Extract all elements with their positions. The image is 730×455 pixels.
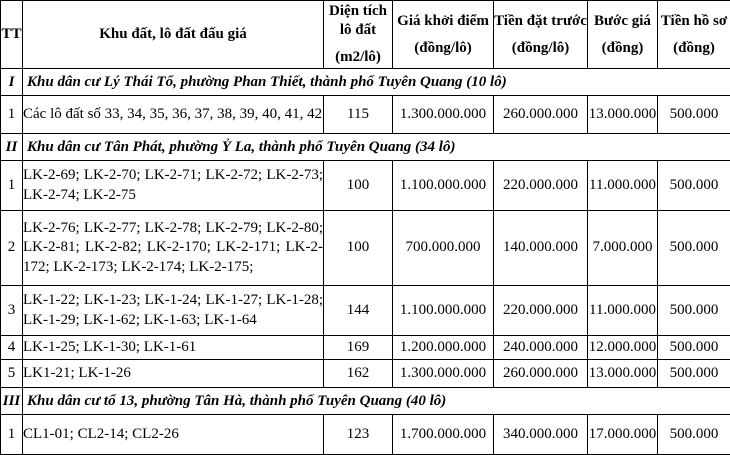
section-row-3 (1, 388, 730, 415)
cell-tt: 1 (1, 415, 23, 455)
cell-starting-price: 1.300.000.000 (393, 360, 494, 388)
col-header-area-unit: (m2/lô) (324, 48, 392, 67)
cell-deposit: 340.000.000 (494, 415, 588, 455)
col-header-fee (658, 1, 730, 69)
cell-price-step: 11.000.000 (588, 286, 658, 336)
section-row-2 (1, 134, 730, 161)
cell-deposit: 220.000.000 (494, 286, 588, 336)
col-header-deposit-label: Tiền đặt trước (494, 13, 587, 29)
section-title: Khu dân cư Tân Phát, phường Ỷ La, thành phố Tuyên Quang (34 lô) (23, 134, 730, 161)
table-row (1, 336, 730, 360)
cell-fee: 500.000 (658, 336, 730, 360)
cell-tt: 1 (1, 161, 23, 211)
cell-lots: CL1-01; CL2-14; CL2-26 (23, 415, 324, 455)
cell-starting-price: 1.300.000.000 (393, 96, 494, 134)
cell-tt: 5 (1, 360, 23, 388)
cell-fee: 500.000 (658, 211, 730, 286)
cell-deposit: 260.000.000 (494, 96, 588, 134)
cell-area: 144 (324, 286, 393, 336)
col-header-starting-price-label: Giá khởi điểm (397, 13, 489, 29)
cell-price-step: 11.000.000 (588, 161, 658, 211)
cell-lots: LK-2-69; LK-2-70; LK-2-71; LK-2-72; LK-2-73; LK-2-74; LK-2-75 (23, 161, 324, 211)
cell-lots: LK-1-25; LK-1-30; LK-1-61 (23, 336, 324, 360)
table-row (1, 96, 730, 134)
col-header-starting-price (393, 1, 494, 69)
col-header-fee-label: Tiền hồ sơ (661, 13, 727, 29)
cell-fee: 500.000 (658, 161, 730, 211)
header-row (1, 1, 730, 69)
col-header-price-step (588, 1, 658, 69)
section-title: Khu dân cư Lý Thái Tổ, phường Phan Thiết, thành phố Tuyên Quang (10 lô) (23, 69, 730, 96)
col-header-price-step-unit: (đồng) (588, 39, 657, 58)
cell-starting-price: 1.200.000.000 (393, 336, 494, 360)
cell-fee: 500.000 (658, 360, 730, 388)
cell-lots: LK1-21; LK-1-26 (23, 360, 324, 388)
cell-starting-price: 700.000.000 (393, 211, 494, 286)
section-row-1 (1, 69, 730, 96)
cell-price-step: 17.000.000 (588, 415, 658, 455)
cell-area: 115 (324, 96, 393, 134)
table-row (1, 415, 730, 455)
section-numeral: II (1, 134, 23, 161)
cell-price-step: 13.000.000 (588, 96, 658, 134)
cell-price-step: 13.000.000 (588, 360, 658, 388)
table-header (1, 1, 730, 69)
section-title: Khu dân cư tổ 13, phường Tân Hà, thành phố Tuyên Quang (40 lô) (23, 388, 730, 415)
col-header-tt: TT (1, 1, 23, 69)
cell-deposit: 240.000.000 (494, 336, 588, 360)
cell-deposit: 140.000.000 (494, 211, 588, 286)
cell-lots: LK-1-22; LK-1-23; LK-1-24; LK-1-27; LK-1-28; LK-1-29; LK-1-62; LK-1-63; LK-1-64 (23, 286, 324, 336)
col-header-deposit-unit: (đồng/lô) (494, 39, 587, 58)
col-header-area-label: Diện tích lô đất (329, 3, 387, 38)
col-header-deposit (494, 1, 588, 69)
cell-deposit: 220.000.000 (494, 161, 588, 211)
cell-fee: 500.000 (658, 415, 730, 455)
col-header-area (324, 1, 393, 69)
cell-starting-price: 1.700.000.000 (393, 415, 494, 455)
col-header-fee-unit: (đồng) (658, 39, 730, 58)
cell-area: 100 (324, 211, 393, 286)
cell-tt: 3 (1, 286, 23, 336)
cell-starting-price: 1.100.000.000 (393, 286, 494, 336)
table-row (1, 211, 730, 286)
table-row (1, 286, 730, 336)
section-numeral: I (1, 69, 23, 96)
col-header-lots: Khu đất, lô đất đấu giá (23, 1, 324, 69)
table-row (1, 360, 730, 388)
table-row (1, 161, 730, 211)
cell-area: 123 (324, 415, 393, 455)
col-header-starting-price-unit: (đồng/lô) (393, 39, 493, 58)
section-numeral: III (1, 388, 23, 415)
cell-area: 162 (324, 360, 393, 388)
cell-tt: 4 (1, 336, 23, 360)
cell-deposit: 260.000.000 (494, 360, 588, 388)
cell-fee: 500.000 (658, 96, 730, 134)
cell-price-step: 7.000.000 (588, 211, 658, 286)
cell-lots: LK-2-76; LK-2-77; LK-2-78; LK-2-79; LK-2-80; LK-2-81; LK-2-82; LK-2-170; LK-2-171; LK-2-172; LK-2-173; LK-2-174; LK-2-175; (23, 211, 324, 286)
cell-price-step: 12.000.000 (588, 336, 658, 360)
cell-tt: 2 (1, 211, 23, 286)
cell-tt: 1 (1, 96, 23, 134)
cell-area: 169 (324, 336, 393, 360)
cell-starting-price: 1.100.000.000 (393, 161, 494, 211)
col-header-price-step-label: Bước giá (594, 13, 651, 29)
cell-area: 100 (324, 161, 393, 211)
cell-fee: 500.000 (658, 286, 730, 336)
cell-lots: Các lô đất số 33, 34, 35, 36, 37, 38, 39, 40, 41, 42 (23, 96, 324, 134)
